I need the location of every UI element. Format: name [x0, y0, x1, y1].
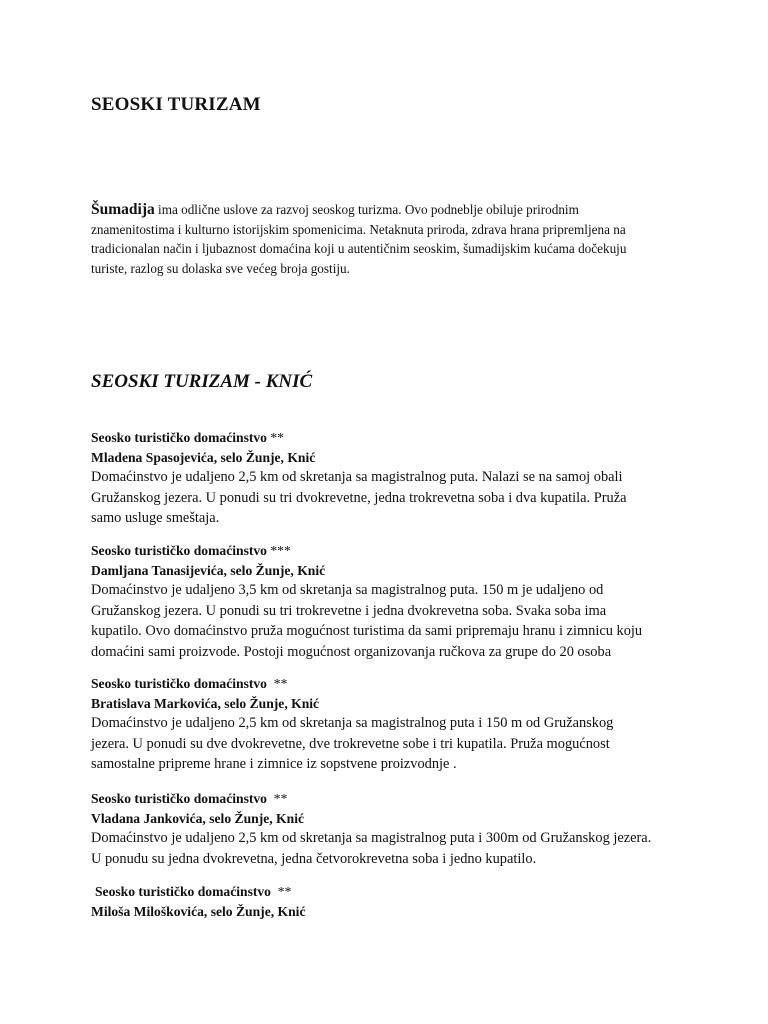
entry-description — [91, 467, 701, 529]
listing-entry — [91, 428, 701, 529]
desc-line: U ponudu su jedna dvokrevetna, jedna četvorokrevetna soba i jedno kupatilo. — [91, 850, 537, 867]
document-title: SEOSKI TURIZAM — [91, 94, 261, 115]
entry-host: Bratislava Markovića, selo Žunje, Knić — [91, 695, 320, 711]
desc-line: Domaćinstvo je udaljeno 3,5 km od skretanja sa magistralnog puta. 150 m je udaljeno od — [91, 582, 604, 598]
desc-line: Gružanskog jezera. U ponudi su tri dvokrevetne, jedna trokrevetna soba i dva kupatila. Pruža — [91, 489, 627, 506]
entry-host: Mladena Spasojevića, selo Žunje, Knić — [91, 449, 316, 465]
entry-host: Miloša Miloškovića, selo Žunje, Knić — [91, 903, 306, 919]
entry-heading — [91, 428, 701, 448]
desc-line: domaćini sami proizvode. Postoji mogućnost organizovanja ručkova za grupe do 20 osoba — [91, 643, 612, 660]
entry-stars: ** — [266, 791, 288, 806]
intro-line: ima odlične uslove za razvoj seoskog turizma. Ovo podneblje obiluje prirodnim — [154, 202, 579, 217]
desc-line: Gružanskog jezera. U ponudi su tri trokrevetne i jedna dvokrevetna soba. Svaka soba ima — [91, 602, 607, 619]
entry-host: Damljana Tanasijevića, selo Žunje, Knić — [91, 562, 326, 578]
section-title: SEOSKI TURIZAM - KNIĆ — [91, 371, 313, 392]
desc-line: samo usluge smeštaja. — [91, 510, 220, 526]
entry-heading — [91, 674, 701, 694]
intro-line: tradicionalan način i ljubaznost domaćina koji u autentičnim seoskim, šumadijskim kućama dočekuju — [91, 241, 627, 256]
intro-lead: Šumadija — [91, 201, 155, 218]
entry-stars: *** — [266, 543, 291, 558]
desc-line: Domaćinstvo je udaljeno 2,5 km od skretanja sa magistralnog puta i 300m od Gružanskog jezera. — [91, 830, 652, 846]
entry-heading — [91, 541, 701, 561]
entry-stars: ** — [270, 884, 292, 899]
entry-stars: ** — [266, 430, 284, 445]
listing-entry — [91, 789, 701, 869]
entry-description — [91, 713, 701, 775]
entry-host: Vladana Jankovića, selo Žunje, Knić — [91, 810, 304, 826]
desc-line: samostalne pripreme hrane i zimnice iz sopstvene proizvodnje . — [91, 756, 457, 772]
entry-stars: ** — [266, 676, 288, 691]
listing-entry — [91, 541, 701, 662]
intro-paragraph — [91, 200, 691, 278]
desc-line: kupatilo. Ovo domaćinstvo pruža mogućnost turistima da sami pripremaju hranu i zimnicu koju — [91, 623, 643, 639]
desc-line: Domaćinstvo je udaljeno 2,5 km od skretanja sa magistralnog puta i 150 m od Gružanskog — [91, 715, 614, 731]
entry-description — [91, 580, 701, 662]
entry-type: Seosko turističko domaćinstvo — [91, 543, 267, 558]
entry-type: Seosko turističko domaćinstvo — [91, 676, 267, 691]
entry-heading — [91, 789, 701, 809]
desc-line: jezera. U ponudi su dve dvokrevetne, dve trokrevetne sobe i tri kupatila. Pruža mogućnost — [91, 735, 610, 752]
entry-type: Seosko turističko domaćinstvo — [91, 791, 267, 806]
entry-description — [91, 828, 701, 869]
listing-entry — [91, 674, 701, 775]
entry-heading — [95, 882, 705, 902]
entry-type: Seosko turističko domaćinstvo — [91, 430, 267, 445]
intro-line: turiste, razlog su dolaska sve većeg broja gostiju. — [91, 260, 350, 276]
desc-line: Domaćinstvo je udaljeno 2,5 km od skretanja sa magistralnog puta. Nalazi se na samoj obali — [91, 469, 623, 485]
listing-entry — [91, 882, 705, 921]
intro-line: znamenitostima i kulturno istorijskim spomenicima. Netaknuta priroda, zdrava hrana pripremljena na — [91, 221, 626, 237]
entry-type: Seosko turističko domaćinstvo — [95, 884, 271, 899]
